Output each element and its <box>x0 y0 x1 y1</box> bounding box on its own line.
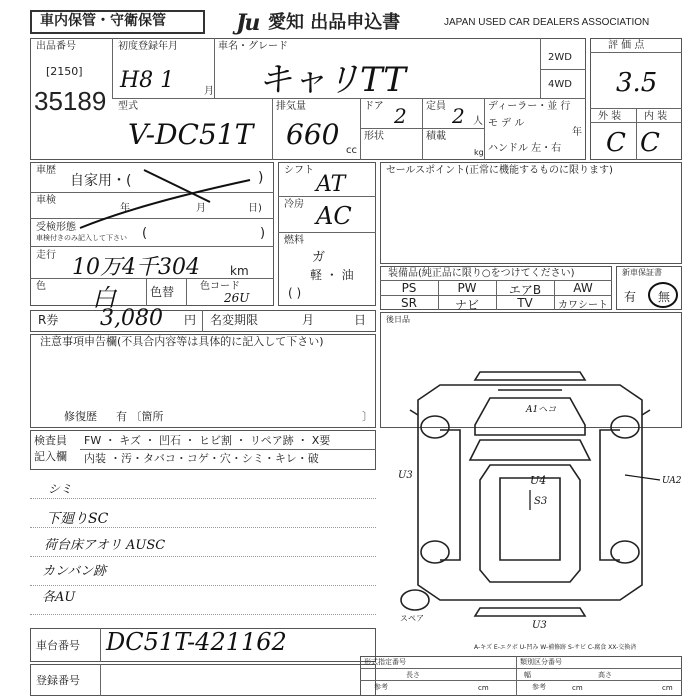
color-label: 色 <box>36 281 46 292</box>
ac-value: AC <box>316 202 352 230</box>
interior-label: 内 装 <box>644 111 668 122</box>
comment-5: 各AU <box>42 590 76 605</box>
model-year-unit: 年 <box>572 127 582 138</box>
warranty-yes: 有 <box>624 290 637 304</box>
displacement-value: 660 <box>286 118 340 151</box>
recycle-box <box>30 310 376 332</box>
inspector-label-1: 検査員 <box>34 434 67 447</box>
registration-box <box>30 664 376 696</box>
comment-2: 下廻りSC <box>46 511 109 527</box>
equip-navi: ナビ <box>454 298 479 312</box>
warranty-no: 無 <box>658 290 671 304</box>
color-code-value: 26U <box>224 291 250 305</box>
damage-mark-bed-1: U4 <box>530 474 547 487</box>
length-unit: cm <box>478 684 489 692</box>
receipt-label: 受検形態 <box>36 222 76 233</box>
recycle-value: 3,080 <box>100 306 163 331</box>
comment-3: 荷台床アオリ AUSC <box>44 538 166 553</box>
drive-2wd: 2WD <box>548 52 572 63</box>
chassis-label: 車台番号 <box>36 639 80 652</box>
form-title: 愛知 出品申込書 <box>268 12 401 33</box>
name-change-label: 名変期限 <box>210 313 259 327</box>
association-name: JAPAN USED CAR DEALERS ASSOCIATION <box>444 17 650 28</box>
comment-4: カンバン跡 <box>42 564 107 579</box>
name-change-day: 日 <box>354 313 367 327</box>
damage-legend: A-キズ E-エクボ U-凹み W-補修跡 S-サビ C-腐食 XX-交換済 <box>474 644 637 651</box>
equip-sr: SR <box>401 296 417 310</box>
lot-small-number: [2150] <box>46 65 83 78</box>
receipt-close-paren: ) <box>260 226 266 241</box>
damage-mark-right: UA2 <box>662 476 682 486</box>
model-label: 型式 <box>118 101 138 112</box>
ju-logo: Ju <box>236 10 259 36</box>
inspection-label: 車検 <box>36 195 56 206</box>
equip-airbag: エアB <box>508 283 542 297</box>
height-unit: cm <box>662 684 673 692</box>
receipt-open-paren: ( <box>142 226 148 241</box>
exterior-label: 外 装 <box>598 111 622 122</box>
door-value: 2 <box>394 104 407 128</box>
exterior-checklist: FW ・ キズ ・ 凹石 ・ ヒビ割 ・ リペア跡 ・ X要 <box>84 434 331 447</box>
fuel-paren: ( ) <box>288 286 302 300</box>
sales-point-label: セールスポイント(正常に機能するものに限ります) <box>386 165 613 176</box>
door-label: ドア <box>364 101 384 112</box>
fuel-gas: ガ <box>312 250 326 265</box>
capacity-value: 2 <box>452 104 465 128</box>
color-value: 白 <box>92 284 116 312</box>
length-label: 長さ <box>406 671 420 679</box>
category-code-label: 類別区分番号 <box>520 658 562 666</box>
shift-value: AT <box>316 172 346 197</box>
dealer-label: ディーラー・並 行 <box>488 101 571 112</box>
rating-label: 評 価 点 <box>608 40 645 51</box>
displacement-unit: cc <box>346 145 357 156</box>
damage-mark-rear: U3 <box>532 620 547 631</box>
shape-label: 形状 <box>364 131 384 142</box>
storage-category: 車内保管・守衛保管 <box>40 13 166 29</box>
equip-aw: AW <box>573 281 593 295</box>
recycle-unit: 円 <box>184 313 197 327</box>
shape-code-label: 形式指定番号 <box>364 658 406 666</box>
warranty-no-circle <box>646 280 680 310</box>
repair-value: 有 〔箇所 <box>116 410 164 423</box>
ac-label: 冷房 <box>284 199 304 210</box>
chassis-value: DC51T-421162 <box>106 628 287 656</box>
car-name-label: 車名・グレード <box>218 41 288 52</box>
history-value: 自家用・( <box>70 173 132 189</box>
repair-label: 修復歴 <box>64 410 97 423</box>
color-change-label: 色替 <box>150 285 175 299</box>
equip-tv: TV <box>517 296 533 310</box>
drive-4wd: 4WD <box>548 79 572 90</box>
repair-close: 〕 <box>362 410 373 423</box>
lot-label: 出品番号 <box>36 41 76 52</box>
registration-label: 登録番号 <box>36 674 80 687</box>
model-value: V-DC51T <box>128 118 254 151</box>
load-label: 積載 <box>426 131 446 142</box>
mileage-label: 走行 <box>36 250 56 261</box>
comment-1: シミ <box>48 482 73 496</box>
displacement-label: 排気量 <box>276 101 306 112</box>
width-label: 幅 <box>524 671 531 679</box>
equip-leather-seat: カワシート <box>558 300 608 311</box>
capacity-label: 定員 <box>426 101 446 112</box>
history-close-paren: ) <box>258 170 264 186</box>
equip-pw: PW <box>457 281 477 295</box>
inspection-year: 年 <box>120 203 130 214</box>
name-change-month: 月 <box>302 313 315 327</box>
inspection-day: 日) <box>248 203 262 214</box>
recycle-label: R券 <box>38 313 59 327</box>
equipment-label: 装備品(純正品に限り○をつけてください) <box>388 268 575 279</box>
handle-label: ハンドル 左・右 <box>488 143 562 154</box>
fuel-label: 燃料 <box>284 235 304 246</box>
inspector-label-2: 記入欄 <box>34 450 67 463</box>
warranty-label: 新車保証書 <box>622 268 662 277</box>
height-label: 高さ <box>598 671 612 679</box>
ref-label-1: 参考 <box>374 683 388 691</box>
damage-mark-bed-2: S3 <box>534 496 548 507</box>
rating-value: 3.5 <box>616 68 658 98</box>
receipt-note: 車検付きのみ記入して下さい <box>36 234 127 242</box>
first-reg-label: 初度登録年月 <box>118 41 178 52</box>
fuel-options: 軽 ・ 油 <box>310 268 354 282</box>
notes-label: 注意事項申告欄(不具合内容等は具体的に記入して下さい) <box>40 335 324 348</box>
damage-mark-left: U3 <box>398 470 413 481</box>
inspection-month: 月 <box>196 203 206 214</box>
model-year-label: モ デ ル <box>488 118 525 129</box>
color-code-label: 色コード <box>200 281 240 292</box>
history-label: 車歴 <box>36 165 56 176</box>
exterior-grade: C <box>606 128 626 158</box>
car-name-value: キャリTT <box>258 60 406 100</box>
month-unit: 月 <box>204 86 214 97</box>
mileage-unit: km <box>230 264 249 278</box>
interior-label: 内装 <box>84 452 106 465</box>
load-unit: kg <box>474 148 484 157</box>
mileage-value: 10万4千304 <box>72 255 200 280</box>
capacity-unit: 人 <box>473 116 483 127</box>
interior-checklist: ・汚・タバコ・コゲ・穴・シミ・キレ・破 <box>110 452 319 465</box>
first-reg-value: H8 1 <box>120 68 175 93</box>
width-unit: cm <box>572 684 583 692</box>
spare-label: スペア <box>400 614 424 623</box>
lot-number: 35189 <box>34 86 107 116</box>
equip-ps: PS <box>401 281 417 295</box>
ref-label-2: 参考 <box>532 683 546 691</box>
damage-mark-front: A1ヘコ <box>526 405 557 415</box>
history-strike <box>60 168 260 232</box>
shift-label: シフト <box>284 165 314 176</box>
sales-point-box <box>380 162 682 264</box>
interior-grade: C <box>640 128 660 158</box>
deadline-label: 後日品 <box>386 315 410 324</box>
